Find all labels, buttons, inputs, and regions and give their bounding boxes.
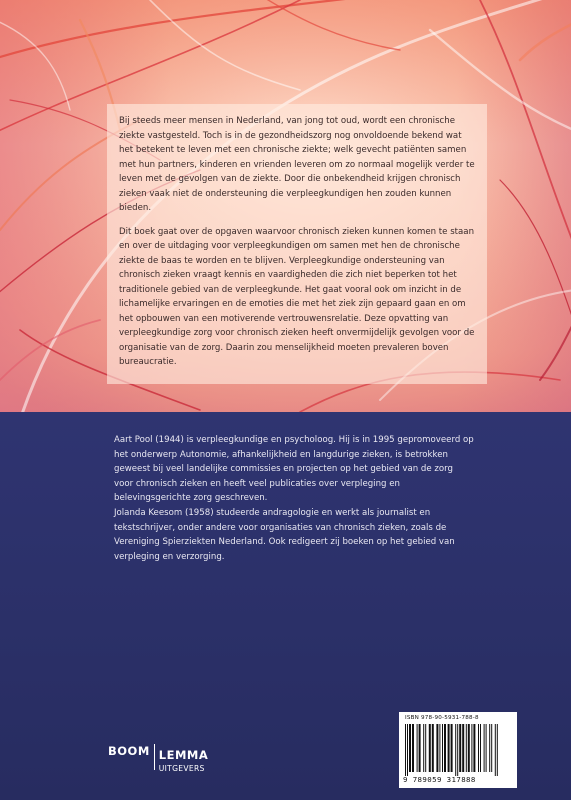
blurb-paragraph: Bij steeds meer mensen in Nederland, van jong tot oud, wordt een chronische ziekte vastgesteld. Toch is in de gezondheidszorg nog onvoldoende bekend wat het betekent te leven met een chronische ziekte; welk gevecht patiënten samen met hun partners, kinderen en vrienden leveren om zo normaal mogelijk verder te leven met de gevolgen van de ziekte. Door die onbekendheid krijgen chronisch zieken vaak niet de ondersteuning die verpleegkundigen hen zouden kunnen bieden. (119, 116, 475, 213)
publisher-logo (108, 744, 208, 773)
barcode-bar (405, 724, 406, 776)
barcode-bar (439, 724, 440, 772)
barcode-bar (473, 724, 475, 772)
publisher-subtitle: UITGEVERS (158, 764, 205, 773)
barcode-bar (489, 724, 490, 772)
barcode-bar (448, 724, 450, 772)
barcode-bar (491, 724, 492, 772)
barcode-bar (462, 724, 464, 772)
barcode-bar (478, 724, 479, 772)
barcode-bar (407, 724, 408, 776)
barcode-bar (423, 724, 424, 772)
barcode-bar (425, 724, 426, 772)
isbn-barcode (399, 712, 517, 788)
barcode-bars (403, 724, 513, 776)
barcode-bar (466, 724, 467, 772)
barcode-number: 9 789059 317888 (403, 775, 476, 784)
blurb-panel (107, 104, 487, 384)
barcode-bar (468, 724, 470, 772)
barcode-bar (486, 724, 487, 772)
author-bio-aart-pool: Aart Pool (1944) is verpleegkundige en psycholoog. Hij is in 1995 gepromoveerd op het onderwerp Autonomie, afhankelijkheid en langdurige zieken, is betrokken geweest bij veel landelijke commissies en projecten op het gebied van de zorg voor chronisch zieken en heeft veel publicaties over verpleging en belevingsgerichte zorg geschreven. (114, 435, 474, 504)
barcode-bar (442, 724, 443, 772)
barcode-bar (480, 724, 481, 772)
barcode-bar (484, 724, 485, 772)
barcode-bar (432, 724, 434, 772)
barcode-bar (444, 724, 446, 772)
isbn-label: ISBN 978-90-5931-788-8 (405, 715, 479, 721)
barcode-bar (412, 724, 414, 772)
barcode-bar (495, 724, 496, 776)
blurb-paragraph: Dit boek gaat over de opgaven waarvoor chronisch zieken kunnen komen te staan en over de uitdaging voor verpleegkundigen om samen met hen de chronische ziekte de baas te worden en te blijven. Verpleegkundige ondersteuning van chronisch zieken vraagt kennis en vaardigheden die zich niet beperken tot het traditionele gebied van de verpleegkunde. Het gaat vooral ook om inzicht in de lichamelijke ervaringen en de emoties die met het ziek zijn gepaard gaan en om het opbouwen van een motiverende vertrouwensrelatie. Deze opvatting van verpleegkundige zorg voor chronisch zieken heeft onvermijdelijk gevolgen voor de organisatie van de zorg. Daarin zou menselijkheid moeten prevaleren boven bureaucratie. (119, 226, 475, 367)
author-bio (114, 433, 474, 564)
barcode-bar (451, 724, 453, 772)
barcode-bar (497, 724, 498, 776)
barcode-bar (436, 724, 438, 772)
publisher-divider (154, 744, 155, 770)
publisher-name-lemma: LEMMA (158, 748, 209, 762)
barcode-bar (457, 724, 458, 776)
barcode-bar (419, 724, 421, 772)
barcode-bar (455, 724, 456, 776)
barcode-bar (417, 724, 418, 772)
publisher-name-boom: BOOM (108, 744, 150, 758)
barcode-bar (409, 724, 411, 772)
barcode-bar (429, 724, 431, 772)
author-bio-jolanda-keesom: Jolanda Keesom (1958) studeerde andragologie en werkt als journalist en tekstschrijver, onder andere voor organisaties van chronisch zieken, zoals de Vereniging Spierziekten Nederland. Ook redigeert zij boeken op het gebied van verpleging en verzorging. (114, 507, 455, 562)
barcode-bar (471, 724, 472, 772)
barcode-bar (459, 724, 461, 772)
